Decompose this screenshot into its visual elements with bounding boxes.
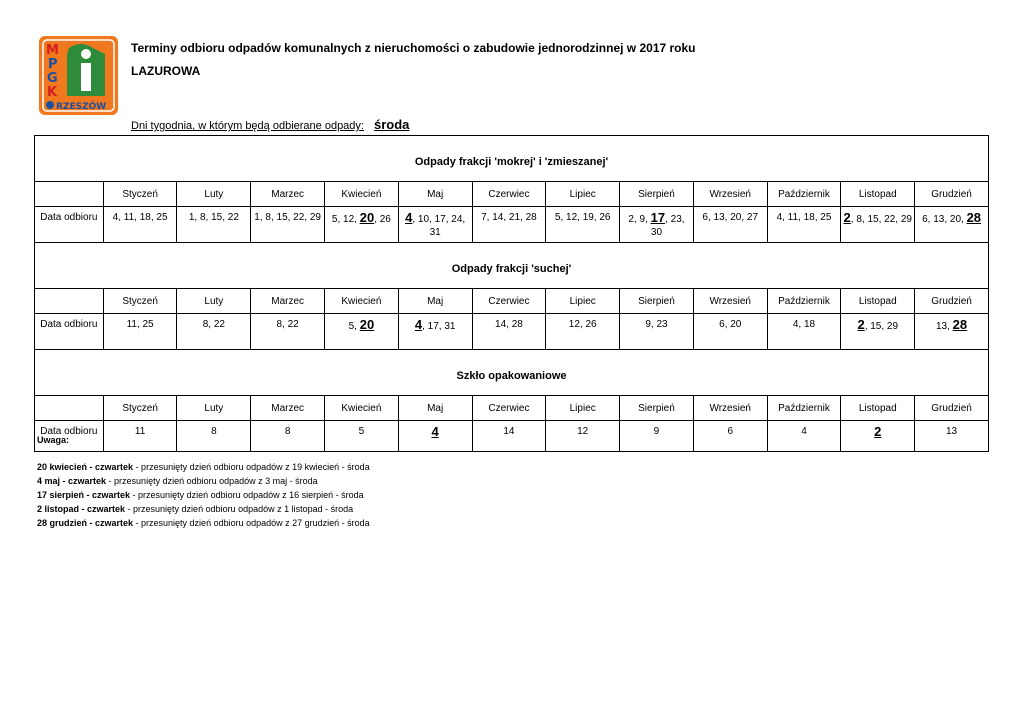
collection-day-label: Dni tygodnia, w którym będą odbierane odpady: bbox=[131, 120, 364, 132]
note-item bbox=[37, 516, 370, 530]
month-header: Wrzesień bbox=[693, 289, 767, 314]
date-text: , 17, 31 bbox=[422, 321, 456, 332]
date-text: 4, 18 bbox=[792, 319, 816, 330]
month-header: Wrzesień bbox=[693, 396, 767, 421]
note-date: 17 sierpień - czwartek bbox=[37, 490, 131, 500]
date-text: 13, bbox=[935, 321, 953, 332]
date-cell bbox=[767, 314, 841, 350]
note-text: - przesunięty dzień odbioru odpadów z 27 grudzień - środa bbox=[133, 518, 370, 528]
date-cell bbox=[841, 421, 915, 452]
month-header: Marzec bbox=[251, 396, 325, 421]
date-text: 13 bbox=[946, 426, 958, 437]
shifted-date: 2 bbox=[857, 317, 865, 332]
note-item bbox=[37, 488, 370, 502]
month-header: Czerwiec bbox=[472, 289, 546, 314]
month-header: Listopad bbox=[841, 289, 915, 314]
section-title: Odpady frakcji 'mokrej' i 'zmieszanej' bbox=[35, 136, 989, 182]
svg-text:K: K bbox=[47, 85, 58, 100]
month-header: Listopad bbox=[841, 396, 915, 421]
month-header: Listopad bbox=[841, 182, 915, 207]
month-header: Luty bbox=[177, 396, 251, 421]
collection-day-value: środa bbox=[373, 117, 410, 132]
row-label: Data odbioru bbox=[35, 314, 104, 350]
date-cell bbox=[620, 207, 694, 243]
date-cell bbox=[915, 207, 989, 243]
note-item bbox=[37, 474, 370, 488]
date-text: , 10, 17, 24, 31 bbox=[412, 214, 466, 238]
date-cell bbox=[915, 421, 989, 452]
shifted-date: 4 bbox=[431, 424, 439, 439]
month-header: Październik bbox=[767, 289, 841, 314]
note-text: - przesunięty dzień odbioru odpadów z 3 maj - środa bbox=[106, 476, 318, 486]
date-cell bbox=[325, 314, 399, 350]
month-header: Czerwiec bbox=[472, 182, 546, 207]
page-title: Terminy odbioru odpadów komunalnych z nieruchomości o zabudowie jednorodzinnej w 2017 roku bbox=[131, 41, 696, 55]
date-cell bbox=[472, 207, 546, 243]
date-text: 8 bbox=[211, 426, 217, 437]
date-cell bbox=[177, 314, 251, 350]
street-name: LAZUROWA bbox=[131, 64, 201, 78]
collection-day-line bbox=[131, 117, 409, 132]
note-item bbox=[37, 502, 370, 516]
header-blank-cell bbox=[35, 289, 104, 314]
date-cell bbox=[767, 421, 841, 452]
date-text: , 26 bbox=[374, 214, 391, 225]
date-cell bbox=[103, 207, 177, 243]
shifted-date: 20 bbox=[359, 317, 375, 332]
date-cell bbox=[546, 314, 620, 350]
date-text: 1, 8, 15, 22 bbox=[188, 212, 239, 223]
notes-section bbox=[37, 433, 370, 530]
shifted-date: 2 bbox=[843, 210, 851, 225]
date-text: 6 bbox=[727, 426, 733, 437]
date-text: 8, 22 bbox=[276, 319, 299, 330]
month-header: Lipiec bbox=[546, 396, 620, 421]
month-header: Czerwiec bbox=[472, 396, 546, 421]
date-text: , 23, 30 bbox=[650, 214, 685, 238]
date-cell bbox=[546, 207, 620, 243]
month-header: Kwiecień bbox=[325, 182, 399, 207]
section-title: Odpady frakcji 'suchej' bbox=[35, 243, 989, 289]
mpgk-logo bbox=[39, 36, 118, 115]
date-cell bbox=[693, 207, 767, 243]
note-date: 28 grudzień - czwartek bbox=[37, 518, 134, 528]
date-text: 6, 13, 20, 27 bbox=[702, 212, 759, 223]
svg-text:M: M bbox=[46, 43, 59, 58]
month-header: Marzec bbox=[251, 289, 325, 314]
date-cell bbox=[767, 207, 841, 243]
month-header: Październik bbox=[767, 396, 841, 421]
date-text: , 8, 15, 22, 29 bbox=[850, 214, 912, 225]
date-text: 4, 11, 18, 25 bbox=[776, 212, 832, 223]
date-text: 9 bbox=[653, 426, 660, 437]
date-text: 5, 12, bbox=[331, 214, 360, 225]
date-text: 8, 22 bbox=[202, 319, 225, 330]
month-header: Grudzień bbox=[915, 396, 989, 421]
date-text: 14 bbox=[503, 426, 515, 437]
date-cell bbox=[398, 421, 472, 452]
date-text: 5, 12, 19, 26 bbox=[554, 212, 611, 223]
svg-text:P: P bbox=[48, 57, 58, 72]
date-text: 11, 25 bbox=[126, 319, 154, 330]
date-cell bbox=[251, 207, 325, 243]
date-cell bbox=[472, 421, 546, 452]
header-blank-cell bbox=[35, 396, 104, 421]
shifted-date: 4 bbox=[405, 210, 413, 225]
svg-text:G: G bbox=[47, 71, 58, 86]
date-cell bbox=[177, 207, 251, 243]
date-text: 5 bbox=[358, 426, 365, 437]
note-date: 2 listopad - czwartek bbox=[37, 504, 126, 514]
date-text: 1, 8, 15, 22, 29 bbox=[254, 212, 321, 223]
date-text: 6, 13, 20, bbox=[922, 214, 967, 225]
month-header: Maj bbox=[398, 396, 472, 421]
date-cell bbox=[251, 314, 325, 350]
row-label: Data odbioru bbox=[35, 207, 104, 243]
shifted-date: 28 bbox=[966, 210, 982, 225]
svg-text:RZESZÓW: RZESZÓW bbox=[56, 102, 107, 112]
month-header: Grudzień bbox=[915, 289, 989, 314]
note-text: - przesunięty dzień odbioru odpadów z 19 kwiecień - środa bbox=[133, 462, 370, 472]
date-cell bbox=[325, 207, 399, 243]
month-header: Luty bbox=[177, 182, 251, 207]
month-header: Marzec bbox=[251, 182, 325, 207]
date-cell bbox=[841, 314, 915, 350]
month-header: Lipiec bbox=[546, 182, 620, 207]
schedule-table bbox=[34, 135, 989, 452]
note-item bbox=[37, 460, 370, 474]
month-header: Sierpień bbox=[620, 396, 694, 421]
date-text: , 15, 29 bbox=[864, 321, 899, 332]
date-cell bbox=[103, 314, 177, 350]
note-date: 20 kwiecień - czwartek bbox=[37, 462, 134, 472]
month-header: Maj bbox=[398, 182, 472, 207]
section-title: Szkło opakowaniowe bbox=[35, 350, 989, 396]
date-cell bbox=[620, 421, 694, 452]
month-header: Luty bbox=[177, 289, 251, 314]
date-text: 4 bbox=[801, 426, 807, 437]
note-text: - przesunięty dzień odbioru odpadów z 16 sierpień - środa bbox=[130, 490, 364, 500]
note-date: 4 maj - czwartek bbox=[37, 476, 107, 486]
month-header: Kwiecień bbox=[325, 289, 399, 314]
shifted-date: 28 bbox=[952, 317, 968, 332]
date-text: 11 bbox=[134, 426, 146, 437]
month-header: Sierpień bbox=[620, 289, 694, 314]
shifted-date: 17 bbox=[650, 210, 666, 225]
date-text: 7, 14, 21, 28 bbox=[481, 212, 537, 223]
date-text: 8 bbox=[284, 426, 291, 437]
date-cell bbox=[620, 314, 694, 350]
month-header: Sierpień bbox=[620, 182, 694, 207]
month-header: Lipiec bbox=[546, 289, 620, 314]
date-cell bbox=[546, 421, 620, 452]
date-text: 5, bbox=[348, 321, 360, 332]
month-header: Październik bbox=[767, 182, 841, 207]
month-header: Maj bbox=[398, 289, 472, 314]
shifted-date: 2 bbox=[874, 424, 882, 439]
row-label: Data odbioru bbox=[35, 421, 104, 452]
date-text: 2, 9, bbox=[628, 214, 651, 225]
shifted-date: 4 bbox=[414, 317, 423, 332]
notes-list bbox=[37, 460, 370, 530]
month-header: Styczeń bbox=[103, 289, 177, 314]
date-cell bbox=[693, 314, 767, 350]
date-cell bbox=[915, 314, 989, 350]
date-cell bbox=[398, 314, 472, 350]
note-text: - przesunięty dzień odbioru odpadów z 1 listopad - środa bbox=[125, 504, 354, 514]
month-header: Styczeń bbox=[103, 182, 177, 207]
date-cell bbox=[398, 207, 472, 243]
date-text: 12 bbox=[577, 426, 589, 437]
date-text: 14, 28 bbox=[495, 319, 523, 330]
date-cell bbox=[841, 207, 915, 243]
month-header: Grudzień bbox=[915, 182, 989, 207]
date-cell bbox=[693, 421, 767, 452]
month-header: Styczeń bbox=[103, 396, 177, 421]
month-header: Kwiecień bbox=[325, 396, 399, 421]
date-text: 6, 20 bbox=[719, 319, 742, 330]
date-text: 9, 23 bbox=[645, 319, 668, 330]
shifted-date: 20 bbox=[359, 210, 375, 225]
header-blank-cell bbox=[35, 182, 104, 207]
date-cell bbox=[472, 314, 546, 350]
month-header: Wrzesień bbox=[693, 182, 767, 207]
notes-heading: Uwaga: bbox=[37, 435, 70, 445]
date-text: 12, 26 bbox=[568, 319, 597, 330]
date-text: 4, 11, 18, 25 bbox=[112, 212, 168, 223]
